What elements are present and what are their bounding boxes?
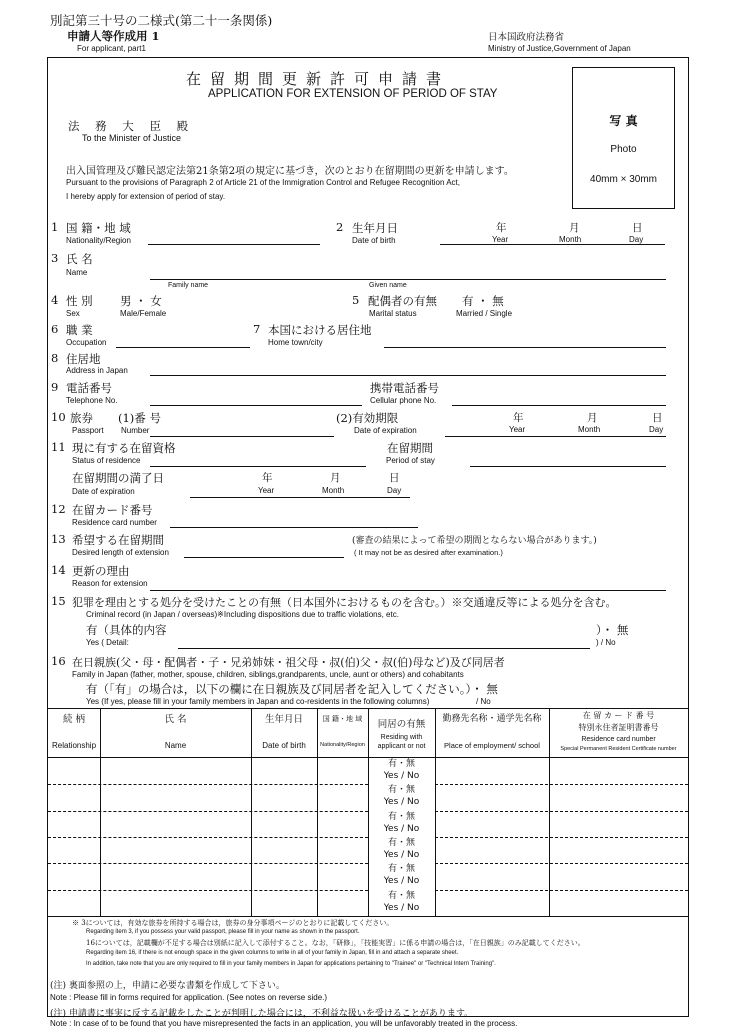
- item-number: 7: [253, 322, 261, 336]
- photo-label: 写 真: [609, 114, 638, 128]
- intro-text-en-1: Pursuant to the provisions of Paragraph 2 of Article 21 of the Immigration Control and Refugee Recognition Act,: [66, 178, 461, 187]
- footer-note-2: (注) 申請書に事実に反する記載をしたことが判明した場合には，不利益な扱いを受けることがあります。: [50, 1009, 474, 1019]
- name-label-en: Name: [66, 268, 88, 277]
- stay-expiry-field[interactable]: [190, 497, 410, 498]
- header-birth-en: Date of birth: [262, 741, 306, 750]
- criminal-detail-field[interactable]: [178, 648, 590, 649]
- reason-field[interactable]: [150, 590, 666, 591]
- criminal-record-label-en: Criminal record (in Japan / overseas)※Including dispositions due to traffic violations, etc.: [86, 610, 399, 619]
- item-number: 2: [336, 220, 344, 234]
- header-relationship: 続 柄: [62, 714, 86, 725]
- item-number: 4: [51, 293, 59, 307]
- header-name: 氏 名: [164, 714, 187, 725]
- given-name-label: Given name: [369, 282, 407, 289]
- criminal-no-option[interactable]: ）・ 無: [596, 623, 629, 637]
- year-label-en: Year: [492, 235, 509, 244]
- day-label: 日: [632, 222, 643, 234]
- marital-label-en: Marital status: [369, 309, 417, 318]
- header-employment-en: Place of employment/ school: [444, 741, 540, 750]
- residing-yes-no-en: Yes / No: [383, 823, 420, 834]
- header-birth: 生年月日: [264, 714, 303, 725]
- passport-label: 旅券: [70, 411, 93, 425]
- day-label-en: Day: [387, 486, 402, 495]
- sex-options[interactable]: 男 ・ 女: [120, 294, 162, 308]
- family-question-en: Yes (If yes, please fill in your family members in Japan and co-residents in the following columns): [86, 697, 430, 706]
- cellphone-field[interactable]: [452, 405, 666, 406]
- hometown-label: 本国における居住地: [268, 323, 372, 337]
- status-label-en: Status of residence: [72, 456, 141, 465]
- stay-expiry-label: 在留期間の満了日: [72, 471, 164, 485]
- criminal-detail-label-en: Yes ( Detail:: [86, 638, 129, 647]
- residence-card-label-en: Residence card number: [72, 518, 157, 527]
- header-nationality: 国 籍・地 域: [322, 715, 363, 723]
- header-employment: 勤務先名称・通学先名称: [442, 714, 542, 724]
- item-number: 8: [51, 351, 59, 365]
- footer-note-2-en: Note : In case of to be found that you have misrepresented the facts in an application, you will be unfavorably treated in the process.: [50, 1019, 518, 1028]
- applicant-part-label-en: For applicant, part1: [77, 44, 146, 53]
- row-divider: [48, 784, 368, 785]
- dob-field[interactable]: [440, 244, 665, 245]
- form-title-en: APPLICATION FOR EXTENSION OF PERIOD OF STAY: [208, 88, 498, 100]
- residing-yes-no[interactable]: 有・無: [387, 785, 415, 796]
- passport-expiry-label: (2)有効期限: [336, 411, 399, 425]
- residing-yes-no-en: Yes / No: [383, 797, 420, 808]
- period-label-en: Period of stay: [386, 456, 435, 465]
- family-label-en: Family in Japan (father, mother, spouse, children, siblings,grandparents, uncle, aunt or others) and cohabitants: [72, 670, 464, 679]
- header-name-en: Name: [164, 741, 187, 750]
- criminal-record-label: 犯罪を理由とする処分を受けたことの有無（日本国外におけるものを含む。）※交通違反等による処分を含む。: [72, 596, 617, 609]
- row-divider: [435, 863, 688, 864]
- telephone-field[interactable]: [150, 405, 362, 406]
- name-label: 氏 名: [66, 252, 93, 266]
- item-number: 13: [51, 532, 66, 546]
- address-label-en: Address in Japan: [66, 366, 128, 375]
- residing-yes-no[interactable]: 有・無: [387, 864, 415, 875]
- occupation-field[interactable]: [116, 347, 250, 348]
- item-number: 14: [51, 563, 66, 577]
- item-number: 11: [51, 440, 66, 454]
- table-column-divider: [435, 708, 436, 916]
- row-divider: [435, 890, 688, 891]
- desired-period-field[interactable]: [184, 557, 344, 558]
- item-number: 3: [51, 251, 59, 265]
- header-relationship-en: Relationship: [51, 741, 97, 750]
- residing-yes-no-en: Yes / No: [383, 849, 420, 860]
- desired-period-note-en: ( It may not be as desired after examination.): [354, 548, 503, 557]
- header-card-en-2: Special Permanent Resident Certificate number: [560, 746, 677, 752]
- passport-number-label-en: Number: [121, 426, 150, 435]
- footer-note-1: (注) 裏面参照の上，申請に必要な書類を作成して下さい。: [50, 981, 285, 991]
- form-title: 在留期間更新許可申請書: [186, 70, 451, 88]
- passport-expiry-label-en: Date of expiration: [354, 426, 417, 435]
- nationality-label: 国 籍・地 域: [66, 221, 131, 235]
- footer-note-1-en: Note : Please fill in forms required for application. (See notes on reverse side.): [50, 993, 328, 1002]
- family-question[interactable]: 有（「有」の場合は，以下の欄に在日親族及び同居者を記入してください。）・ 無: [86, 682, 498, 696]
- note-item3: ※ 3については，有効な旅券を所持する場合は，旅券の身分事項ページのとおりに記載してください。: [72, 919, 394, 927]
- residence-card-label: 在留カード番号: [72, 503, 153, 517]
- name-field[interactable]: [150, 279, 666, 280]
- passport-number-label: (1)番 号: [118, 411, 161, 425]
- nationality-label-en: Nationality/Region: [66, 236, 131, 245]
- hometown-field[interactable]: [384, 347, 666, 348]
- residing-yes-no[interactable]: 有・無: [387, 837, 415, 848]
- cellphone-label-en: Cellular phone No.: [370, 396, 437, 405]
- residing-yes-no-en: Yes / No: [383, 902, 420, 913]
- month-label: 月: [587, 412, 598, 424]
- photo-box[interactable]: [572, 67, 675, 209]
- residing-yes-no[interactable]: 有・無: [387, 811, 415, 822]
- sex-label-en: Sex: [66, 309, 80, 318]
- stay-expiry-label-en: Date of expiration: [72, 487, 135, 496]
- row-divider: [48, 890, 368, 891]
- table-bottom-border: [48, 916, 688, 917]
- sex-label: 性 別: [66, 294, 93, 308]
- header-residing: 同居の有無: [377, 719, 426, 730]
- header-card: 在 留 カ ー ド 番 号: [582, 711, 655, 720]
- residing-yes-no[interactable]: 有・無: [387, 759, 415, 769]
- year-label-en: Year: [258, 486, 275, 495]
- month-label: 月: [569, 222, 580, 234]
- family-name-label: Family name: [168, 282, 209, 289]
- desired-period-label-en: Desired length of extension: [72, 548, 169, 557]
- criminal-detail-label[interactable]: 有（具体的内容: [86, 623, 167, 637]
- ministry-label-en: Ministry of Justice,Government of Japan: [488, 44, 631, 53]
- note-item16-en-2: In addition, take note that you are only required to fill in your family members in Japan for applications pertaining to "Trainee" or "Technical Intern Training".: [86, 961, 496, 967]
- desired-period-note: (審査の結果によって希望の期間とならない場合があります。): [352, 536, 597, 546]
- note-item16: 16については，記載欄が不足する場合は別紙に記入して添付すること。なお，「研修」，「技能実習」に係る申請の場合は，「在日親族」のみ記載してください。: [86, 939, 585, 947]
- family-label: 在日親族(父・母・配偶者・子・兄弟姉妹・祖父母・叔(伯)父・叔(伯)母など)及び同居者: [72, 656, 505, 669]
- row-divider: [48, 863, 368, 864]
- item-number: 9: [51, 380, 59, 394]
- row-divider: [48, 811, 368, 812]
- item-number: 16: [51, 654, 66, 668]
- header-residing-en: Residing with applicant or not: [377, 734, 426, 750]
- addressee: 法 務 大 臣 殿: [68, 119, 195, 133]
- header-card-2: 特別永住者証明書番号: [578, 723, 659, 732]
- photo-label-en: Photo: [610, 144, 637, 155]
- ministry-label: 日本国政府法務省: [488, 32, 565, 43]
- status-field[interactable]: [150, 466, 366, 467]
- year-label: 年: [496, 222, 507, 234]
- year-label-en: Year: [509, 425, 526, 434]
- telephone-label-en: Telephone No.: [66, 396, 118, 405]
- note-item3-en: Regarding item 3, if you possess your valid passport, please fill in your name as shown in the passport.: [86, 929, 360, 935]
- telephone-label: 電話番号: [66, 381, 112, 395]
- criminal-no-option-en: ) / No: [596, 638, 616, 647]
- item-number: 5: [352, 293, 360, 307]
- reason-label-en: Reason for extension: [72, 579, 148, 588]
- item-number: 15: [51, 594, 66, 608]
- intro-text: 出入国管理及び難民認定法第21条第2項の規定に基づき，次のとおり在留期間の更新を申請します。: [66, 166, 514, 177]
- day-label: 日: [389, 472, 400, 484]
- form-number: 別記第三十号の二様式(第二十一条関係): [50, 13, 273, 28]
- intro-text-en-2: I hereby apply for extension of period of stay.: [66, 192, 226, 201]
- residing-yes-no-en: Yes / No: [383, 771, 420, 781]
- marital-label: 配偶者の有無: [368, 294, 437, 308]
- status-label: 現に有する在留資格: [72, 441, 176, 455]
- day-label-en: Day: [649, 425, 664, 434]
- item-number: 12: [51, 502, 66, 516]
- row-divider: [435, 784, 688, 785]
- month-label-en: Month: [578, 425, 601, 434]
- header-nationality-en: Nationality/Region: [320, 742, 365, 748]
- day-label-en: Day: [629, 235, 644, 244]
- period-label: 在留期間: [387, 441, 433, 455]
- residing-yes-no-en: Yes / No: [383, 876, 420, 887]
- table-column-divider: [317, 708, 318, 916]
- desired-period-label: 希望する在留期間: [72, 533, 164, 547]
- sex-options-en: Male/Female: [120, 309, 167, 318]
- row-divider: [435, 811, 688, 812]
- item-number: 10: [51, 410, 66, 424]
- photo-size: 40mm × 30mm: [590, 174, 657, 185]
- item-number: 6: [51, 322, 59, 336]
- occupation-label: 職 業: [66, 323, 93, 337]
- address-label: 住居地: [66, 352, 101, 366]
- table-column-divider: [251, 708, 252, 916]
- year-label: 年: [513, 412, 524, 424]
- marital-options[interactable]: 有 ・ 無: [462, 294, 504, 308]
- nationality-field[interactable]: [148, 244, 320, 245]
- header-card-en: Residence card number: [581, 736, 656, 743]
- addressee-en: To the Minister of Justice: [82, 133, 182, 143]
- row-divider: [48, 837, 368, 838]
- note-item16-en: Regarding item 16, if there is not enough space in the given columns to write in all of your family in Japan, fill in and attach a separate sheet.: [86, 950, 459, 956]
- passport-number-field[interactable]: [150, 436, 334, 437]
- occupation-label-en: Occupation: [66, 338, 107, 347]
- item-number: 1: [51, 220, 59, 234]
- residence-card-field[interactable]: [170, 527, 418, 528]
- month-label: 月: [330, 472, 341, 484]
- reason-label: 更新の理由: [72, 564, 130, 578]
- address-field[interactable]: [150, 375, 666, 376]
- month-label-en: Month: [322, 486, 345, 495]
- month-label-en: Month: [559, 235, 582, 244]
- marital-options-en: Married / Single: [456, 309, 513, 318]
- row-divider: [435, 837, 688, 838]
- table-column-divider: [100, 708, 101, 916]
- family-question-no-en: / No: [476, 697, 491, 706]
- dob-label-en: Date of birth: [352, 236, 396, 245]
- passport-expiry-field[interactable]: [445, 436, 666, 437]
- period-field[interactable]: [470, 466, 666, 467]
- dob-label: 生年月日: [352, 221, 398, 235]
- year-label: 年: [262, 472, 273, 484]
- cellphone-label: 携帯電話番号: [370, 381, 439, 395]
- day-label: 日: [652, 412, 663, 424]
- hometown-label-en: Home town/city: [268, 338, 323, 347]
- applicant-part-label: 申請人等作成用 1: [67, 29, 160, 43]
- passport-label-en: Passport: [72, 426, 104, 435]
- residing-yes-no[interactable]: 有・無: [387, 890, 415, 901]
